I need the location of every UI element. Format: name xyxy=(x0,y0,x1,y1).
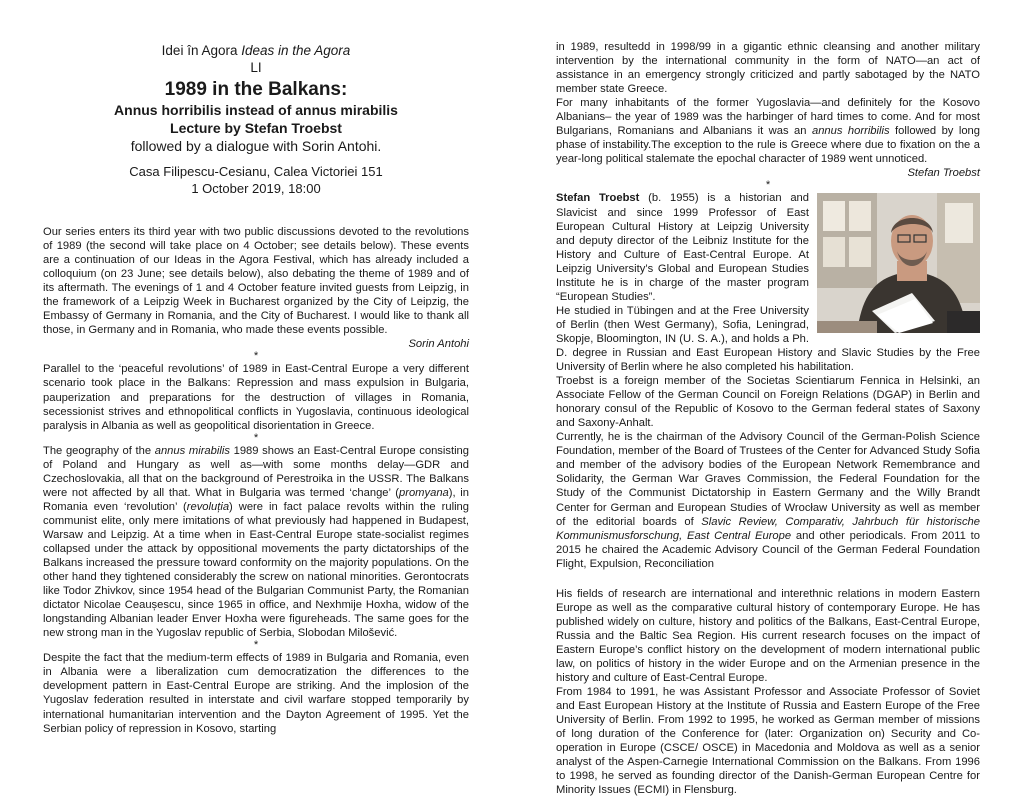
paragraph-gap xyxy=(556,579,980,587)
bio-paragraph-3: Troebst is a foreign member of the Societas Scientiarum Fennica in Helsinki, an Associate Fellow of the German Council on Foreign Relations (DGAP) in Berlin and honorary consul of the Republic of Kosovo to the German federal states of Saxony and Saxony-Anhalt. xyxy=(556,375,980,430)
dialogue-line: followed by a dialogue with Sorin Antohi. xyxy=(130,138,382,154)
abstract-paragraph-3: Despite the fact that the medium-term effects of 1989 in Bulgaria and Romania, even in Albania were a liberalization cum democratization the differences to the development pattern in East-Central Europe are striking. And the implosion of the Yugoslav federation resulted in interstate and civil warfare stopped temporarily by international humanitarian intervention and the Dayton Agreement of 1995. Yet the Serbian policy of repression in Kosovo, starting xyxy=(43,652,469,735)
event-date: 1 October 2019, 18:00 xyxy=(191,181,321,196)
abstract-signature: Stefan Troebst xyxy=(907,167,980,180)
bio-paragraph-6: From 1984 to 1991, he was Assistant Professor and Associate Professor of Soviet and East European History at the Institute of Russia and Eastern Europe of the Free University of Berlin. From 1992 to 1995, he worked as German member of missions of long duration of the Conference for (later: Organization on) Security and Co-operation in Europe (CSCE/ OSCE) in Macedonia and Moldova as well as a senior analyst of the Aspen-Carnegie International Commission on the Balkans. From 1996 to 1998, he served as founding director of the Danish-German European Centre for Minority Issues (ECMI) in Flensburg. xyxy=(556,686,980,797)
left-page xyxy=(43,0,469,736)
bio-paragraph-2: He studied in Tübingen and at the Free University of Berlin (then West Germany), Sofia, Leningrad, Skopje, Bloomington, IN (U. S. A.), and holds a Ph. D. degree in Russian and East European History and Slavic Studies by the Free University of Berlin where he also completed his habilitation. xyxy=(556,304,980,374)
section-separator: * xyxy=(253,350,259,363)
abstract-paragraph-1: Parallel to the ‘peaceful revolutions’ of 1989 in East-Central Europe a very different scenario took place in the Balkans: Repression and mass expulsion in Bulgaria, pauperization and preparations for the destruction of villages in Romania, secessionist strives and ethnopolitical conflicts in Yugoslavia, continuous ideological paralysis in Albania as well as geopolitical disorientation in Greece. xyxy=(43,363,469,432)
speaker-name: Stefan Troebst xyxy=(556,192,640,205)
paragraph-gap xyxy=(556,571,980,579)
intro-paragraph: Our series enters its third year with two public discussions devoted to the revolutions of 1989 (the second will take place on 4 October; see details below). These events are a continuation of our Ideas in the Agora Festival, which has already included a colloquium (on 23 June; see details below), also debating the theme of 1989 and of its aftermath. The evenings of 1 and 4 October feature invited guests from Leipzig, in the framework of a Leipzig Week in Bucharest organized by the City of Leipzig, the Embassy of Germany in Romania, and the City of Bucharest. I would like to thank all those, in Germany and in Romania, who made these events possible. xyxy=(43,226,469,337)
lecture-title: 1989 in the Balkans: xyxy=(164,79,348,100)
bio-paragraph-5: His fields of research are international and interethnic relations in modern Eastern Europe as well as the comparative cultural history of contemporary Europe. He has published widely on culture, history and politics of the Balkans, East-Central Europe, Russia and the Baltic Sea Region. His current research focuses on the impact of Eastern Europe’s conflict history on the development of modern international public law, on politics of history in the wider Europe and on the Armenian presence in the history and culture of East-Central Europe. xyxy=(556,587,980,685)
abstract-paragraph-4: For many inhabitants of the former Yugoslavia—and definitely for the Kosovo Albanians– the year of 1989 was the harbinger of hard times to come. And for most Bulgarians, Romanians and Albanians it was an annus horribilis followed by long phase of instability.The exception to the rule is Greece where due to fixation on the a year-long political stalemate the epochal character of 1989 went unnoticed. xyxy=(556,97,980,166)
abstract-paragraph-2: The geography of the annus mirabilis 1989 shows an East-Central Europe consisting of Poland and Hungary as well as—with some months delay—GDR and Czechoslovakia, all that on the background of Perestroika in the USSR. The Balkans were not affected by all that. What in Bulgaria was termed ‘change’ (promyana), in Romania even ‘revolution’ (revoluția) were in fact palace revolts within the ruling communist elite, only mere imitations of what previously had happened in Budapest, Warsaw and Leipzig. At a time when in East-Central Europe state-socialist regimes collapsed under the attack by oppositional movements the party dictatorships of the Balkans increased the pressure toward conformity on the majority populations. On the other hand they tightened considerably the screw on national minorities. Gerontocrats like Todor Zhivkov, since 1954 head of the Bulgarian Communist Party, the Romanian dictator Nicolae Ceaușescu, since 1965 in office, and Nexhmije Hoxha, widow of the longstanding Albanian leader Enver Hoxha were figureheads. The same goes for the new strong man in the Yugoslav republic of Serbia, Slobodan Milošević. xyxy=(43,444,469,640)
right-page xyxy=(556,0,980,797)
series-title xyxy=(43,42,469,59)
event-header xyxy=(43,42,469,197)
event-number: LI xyxy=(250,60,262,75)
section-separator: * xyxy=(253,431,259,444)
speaker-photo xyxy=(817,193,980,333)
lecture-subtitle: Annus horribilis instead of annus mirabilis xyxy=(114,102,398,118)
lecturer-line: Lecture by Stefan Troebst xyxy=(170,120,342,136)
section-separator: * xyxy=(765,179,771,192)
series-name-italic: Ideas in the Agora xyxy=(241,43,351,58)
section-separator: * xyxy=(253,639,259,652)
series-name: Idei în Agora xyxy=(161,43,242,58)
bio-paragraph-4: Currently, he is the chairman of the Advisory Council of the German-Polish Science Foundation, member of the Board of Trustees of the Center for Advanced Study Sofia and member of the advisory bodies of the European Network Remembrance and Solidarity, the German War Graves Commission, the Federal Foundation for the Study of the Communist Dictatorship in Eastern Germany and the Willy Brandt Center for German and European Studies of Wrocław University as well as member of the editorial boards of Slavic Review, Comparativ, Jahrbuch für historische Kommunismusforschung, East Central Europe and other periodicals. From 2011 to 2015 he chaired the Academic Advisory Council of the German Federal Foundation Flight, Expulsion, Reconciliation xyxy=(556,431,981,570)
abstract-continuation: in 1989, resultedd in 1998/99 in a gigantic ethnic cleansing and another military intervention by the international community in the form of NATO—an act of assistance in an emergency strongly criticized and partly sabotaged by the NATO member state Greece. xyxy=(556,41,980,96)
event-venue: Casa Filipescu-Cesianu, Calea Victoriei 151 xyxy=(129,164,383,179)
bio-paragraph-1: Stefan Troebst (b. 1955) is a historian and Slavicist and since 1999 Professor of East European Cultural History at Leipzig University and deputy director of the Leibniz Institute for the History and Culture of East-Central Europe. At Leipzig University’s Global and European Studies Institute he is in charge of the master program “European Studies”. xyxy=(556,192,809,303)
intro-signature: Sorin Antohi xyxy=(408,338,469,351)
